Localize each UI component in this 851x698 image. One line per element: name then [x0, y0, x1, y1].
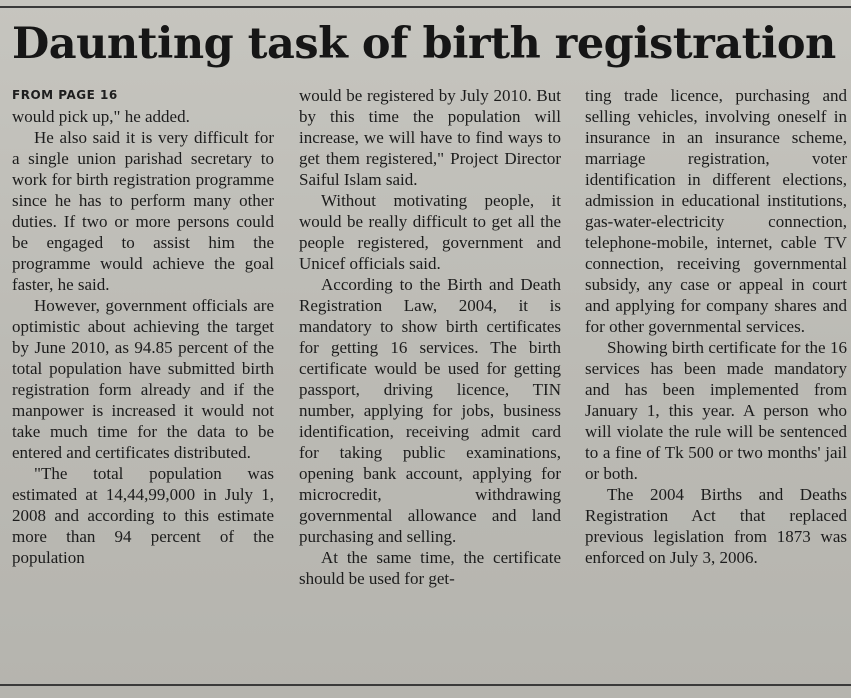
- column-1: [12, 85, 274, 675]
- paragraph: would pick up," he added.: [12, 107, 190, 126]
- paragraph: Showing birth certificate for the 16 services has been made mandatory and has been implemented from January 1, this year. A person who will violate the rule will be sentenced to a fine of Tk 500 or two months' jail or both.: [585, 338, 847, 483]
- bottom-rule: [0, 684, 851, 686]
- paragraph: would be registered by July 2010. But by this time the population will increase, we will have to find ways to get them registered," Project Director Saiful Islam said.: [299, 86, 561, 189]
- top-rule: [0, 6, 851, 8]
- paragraph: The 2004 Births and Deaths Registration Act that replaced previous legislation from 1873 was enforced on July 3, 2006.: [585, 485, 847, 567]
- paragraph: "The total population was estimated at 14,44,99,000 in July 1, 2008 and according to this estimate more than 94 percent of the population: [12, 464, 274, 567]
- paragraph: ting trade licence, purchasing and selling vehicles, involving oneself in insurance in an insurance scheme, marriage registration, voter identification in different elections, admission in educational institutions, gas-water-electricity connection, telephone-mobile, internet, cable TV connection, receiving governmental subsidy, any case or appeal in court and applying for company shares and for other governmental services.: [585, 86, 847, 336]
- continued-from-kicker: FROM PAGE 16: [12, 88, 118, 102]
- column-2: [299, 85, 561, 675]
- paragraph: Without motivating people, it would be really difficult to get all the people registered, government and Unicef officials said.: [299, 191, 561, 273]
- paragraph: According to the Birth and Death Registration Law, 2004, it is mandatory to show birth certificates for getting 16 services. The birth certificate would be used for getting passport, driving licence, TIN number, applying for jobs, business identification, receiving admit card for taking public examinations, opening bank account, applying for microcredit, withdrawing governmental allowance and land purchasing and selling.: [299, 275, 561, 546]
- paragraph: He also said it is very difficult for a single union parishad secretary to work for birth registration programme since he has to perform many other duties. If two or more persons could be engaged to assist him the programme would achieve the goal faster, he said.: [12, 128, 274, 294]
- paragraph: At the same time, the certificate should be used for get-: [299, 548, 561, 588]
- column-3: [585, 85, 847, 675]
- paragraph: However, government officials are optimistic about achieving the target by June 2010, as 94.85 percent of the total population have submitted birth registration form already and if the manpower is increased it would not take much time for the data to be entered and certificates distributed.: [12, 296, 274, 462]
- headline: Daunting task of birth registration: [12, 19, 836, 69]
